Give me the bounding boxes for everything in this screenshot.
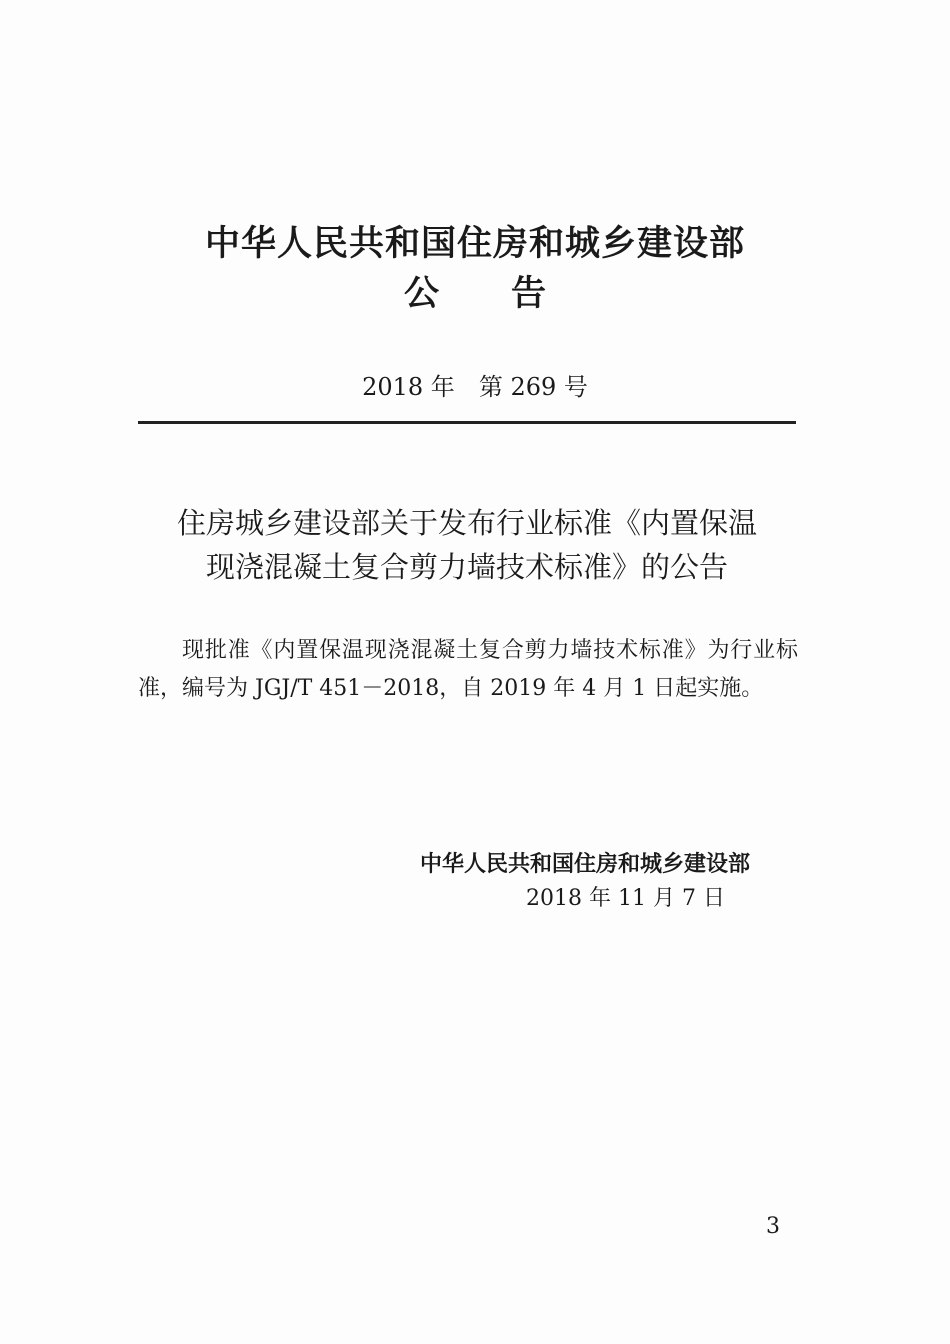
issuer-signature: 中华人民共和国住房和城乡建设部 <box>419 852 750 877</box>
headline-line-1: 住房城乡建设部关于发布行业标准《内置保温 <box>176 506 757 540</box>
notice-title-char-2: 告 <box>511 274 547 314</box>
announcement-headline <box>138 501 796 589</box>
page-number: 3 <box>766 1214 780 1239</box>
issue-date: 2018 年 11 月 7 日 <box>526 886 725 911</box>
header-divider <box>138 421 796 424</box>
ministry-title: 中华人民共和国住房和城乡建设部 <box>204 224 745 264</box>
document-year: 2018 年 <box>362 373 455 401</box>
document-number <box>0 370 950 404</box>
document-serial: 第 269 号 <box>478 373 588 401</box>
notice-title-char-1: 公 <box>403 274 439 314</box>
announcement-body: 现批准《内置保温现浇混凝土复合剪力墙技术标准》为行业标准，编号为 JGJ/T 451－2018，自 2019 年 4 月 1 日起实施。 <box>138 638 798 701</box>
headline-line-2: 现浇混凝土复合剪力墙技术标准》的公告 <box>205 550 728 584</box>
notice-title <box>0 272 950 316</box>
